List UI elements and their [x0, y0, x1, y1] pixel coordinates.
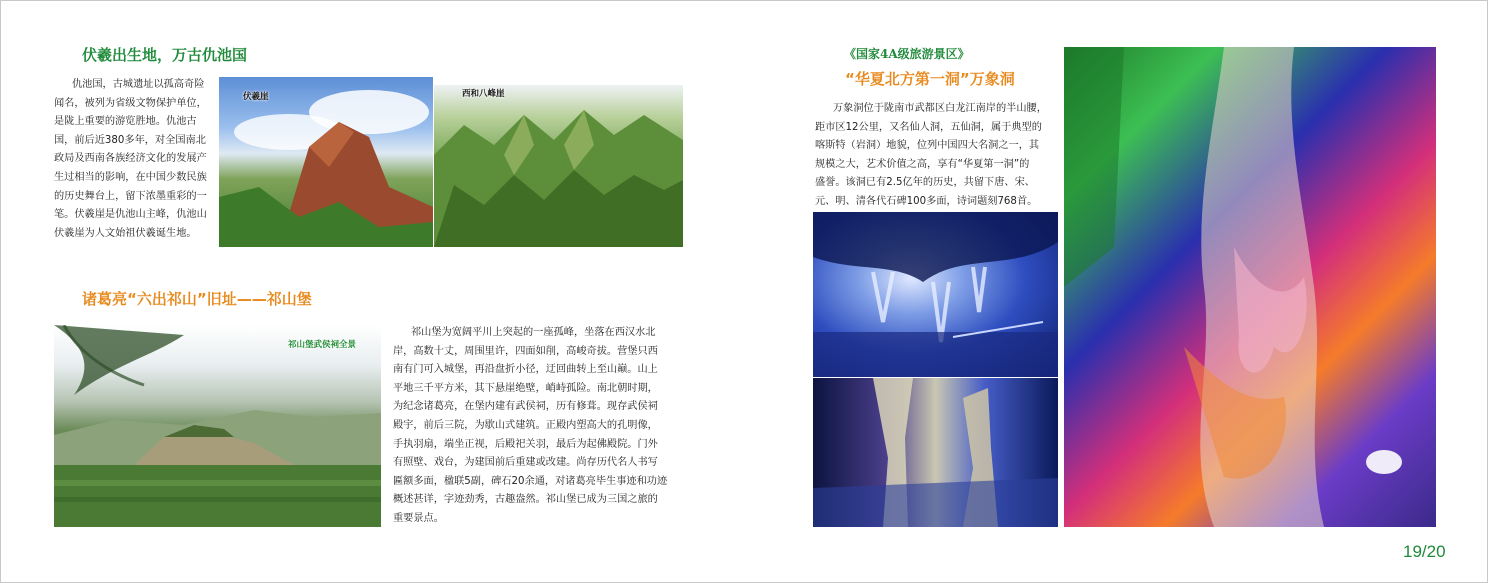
cave-line: 万象洞位于陇南市武都区白龙江南岸的半山腰， — [833, 103, 1047, 114]
section2-line: 祁山堡为宽阔平川上突起的一座孤峰，坐落在西汉水北 — [411, 327, 656, 338]
fuxi-cliff-label: 伏羲崖 — [243, 92, 269, 102]
cave-bottom-illustration — [813, 378, 1058, 527]
cave-line: 盛誉。该洞已有2.5亿年的历史，共留下唐、宋、 — [815, 177, 1035, 189]
section2-line: 平地三千平方米，其下悬崖绝壁，峭峙孤险。南北朝时期， — [393, 382, 658, 394]
section1-line: 的历史舞台上，留下浓墨重彩的一 — [54, 190, 207, 202]
cave-line: 元、明、清各代石碑100多面，诗词题刻768首。 — [815, 195, 1038, 207]
xihe-peaks-illustration — [434, 85, 683, 247]
section2-body — [393, 324, 681, 529]
cave-body — [815, 100, 1059, 212]
section1-line: 伏羲崖为人文始祖伏羲诞生地。 — [54, 227, 197, 239]
section1-line: 闻名，被列为省级文物保护单位， — [54, 97, 207, 109]
section2-line: 有照壁、戏台，为建国前后重建或改建。尚存历代名人书写 — [393, 457, 658, 469]
section2-line: 南有门可入城堡，再沿盘折小径，迂回曲转上至山巅。山上 — [393, 364, 658, 376]
qishan-fort-label: 祁山堡武侯祠全景 — [288, 340, 357, 350]
section2-line: 岸，高数十丈，周围里许，四面如削，高峻奇拔。营堡只西 — [393, 345, 658, 357]
section1-line: 生过相当的影响，在中国少数民族 — [54, 171, 207, 183]
scenic-badge: 《国家4A级旅游景区》 — [844, 47, 970, 61]
section1-body — [54, 76, 216, 243]
cave-top-illustration — [813, 212, 1058, 377]
section1-line: 国，前后近380多年，对全国南北 — [54, 134, 206, 146]
section1-line: 是陇上重要的游览胜地。仇池古 — [54, 116, 197, 128]
cave-line: 距市区12公里，又名仙人洞，五仙洞，属于典型的 — [815, 121, 1042, 133]
cave-photo-bottom — [813, 378, 1058, 527]
fuxi-cliff-illustration — [219, 77, 433, 247]
section1-line: 政局及西南各族经济文化的发展产 — [54, 153, 207, 165]
qishan-fort-photo — [54, 325, 381, 527]
cave-title: “华夏北方第一洞”万象洞 — [845, 70, 1015, 88]
xihe-peaks-photo — [434, 85, 683, 247]
section2-line: 手执羽扇，端坐正视，后殿祀关羽，最后为起佛殿院。门外 — [393, 438, 658, 450]
cave-photo-top — [813, 212, 1058, 377]
section2-title: 诸葛亮“六出祁山”旧址——祁山堡 — [82, 290, 312, 308]
cave-line: 喀斯特（岩洞）地貌，位列中国四大名洞之一，其 — [815, 140, 1040, 152]
section2-line: 匾额多面，楹联5副，碑石20余通，对诸葛亮毕生事迹和功迹 — [393, 475, 668, 487]
xihe-peaks-label: 西和八峰崖 — [462, 89, 505, 99]
qishan-fort-illustration — [54, 325, 381, 527]
section2-line: 殿宇，前后三院，为歇山式建筑。正殿内塑高大的孔明像， — [393, 419, 658, 431]
section1-line: 仇池国，古城遗址以孤高奇险 — [72, 79, 205, 90]
section1-line: 笔。伏羲崖是仇池山主峰，仇池山 — [54, 209, 207, 221]
section2-line: 为纪念诸葛亮，在堡内建有武侯祠，历有修葺。现存武侯祠 — [393, 401, 658, 413]
cave-photo-large — [1064, 47, 1436, 527]
section1-title: 伏羲出生地，万古仇池国 — [82, 46, 248, 64]
cave-line: 规模之大，艺术价值之高，享有“华夏第一洞”的 — [815, 158, 1030, 170]
section2-line: 重要景点。 — [393, 512, 444, 524]
section2-line: 概述甚详，字迹劲秀，古趣盎然。祁山堡已成为三国之旅的 — [393, 494, 658, 506]
fuxi-cliff-photo — [219, 77, 433, 247]
cave-large-illustration — [1064, 47, 1436, 527]
page-number: 19/20 — [1403, 542, 1446, 561]
